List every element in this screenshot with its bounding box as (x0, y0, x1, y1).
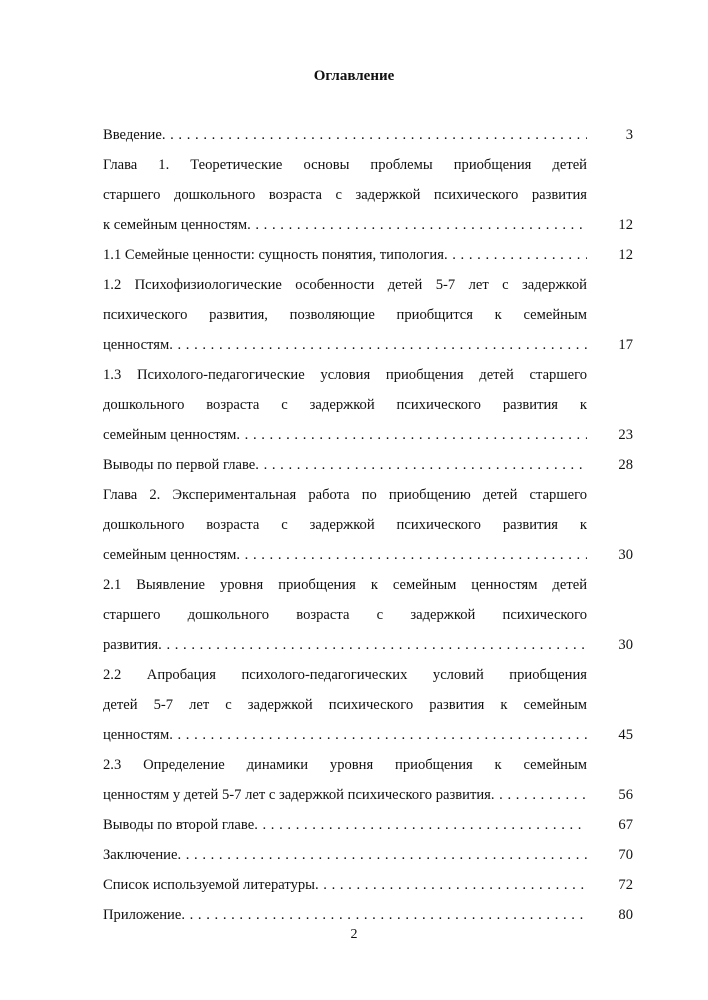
toc-entry-text (103, 360, 587, 450)
toc-entry (103, 810, 633, 840)
toc-entry-last-line (103, 870, 587, 900)
toc-page-cell (587, 570, 633, 660)
toc-page-number: 72 (618, 877, 633, 893)
dot-leader (255, 450, 587, 480)
toc-entry-line: 2.2 Апробация психолого-педагогических условий приобщения (103, 667, 587, 683)
toc-entry-line: 2.1 Выявление уровня приобщения к семейным ценностям детей (103, 577, 587, 593)
toc-page-cell (587, 480, 633, 570)
toc-entry-text (103, 840, 587, 870)
toc-page-cell (587, 150, 633, 240)
toc-entry-last-line (103, 210, 587, 240)
toc-page-number: 70 (618, 847, 633, 863)
toc-entry-text (103, 270, 587, 360)
toc-entry-last-line (103, 840, 587, 870)
toc-entry-line: Глава 2. Экспериментальная работа по приобщению детей старшего (103, 487, 587, 503)
toc-entry-line: ценностям (103, 337, 170, 353)
page-title: Оглавление (313, 68, 395, 84)
toc-entry-line: 2.3 Определение динамики уровня приобщения к семейным (103, 757, 587, 773)
toc-entry-line: семейным ценностям (103, 427, 237, 443)
toc-entry-last-line (103, 720, 587, 750)
dot-leader (169, 720, 587, 750)
toc-entry-line: 1.2 Психофизиологические особенности детей 5-7 лет с задержкой (103, 277, 587, 293)
toc-entry-text (103, 450, 587, 480)
toc-entry (103, 360, 633, 450)
toc-page-cell (587, 360, 633, 450)
toc-entry-line: развития (103, 637, 159, 653)
dot-leader (491, 780, 587, 810)
toc-entry-line: дошкольного возраста с задержкой психического развития к (103, 517, 587, 533)
dot-leader (236, 540, 587, 570)
toc-entry (103, 120, 633, 150)
toc-entry-text (103, 750, 587, 810)
toc-entry-text (103, 240, 587, 270)
toc-page-number: 30 (618, 547, 633, 563)
toc-entry-last-line (103, 420, 587, 450)
toc-entry (103, 660, 633, 750)
toc-entry (103, 870, 633, 900)
dot-leader (315, 870, 587, 900)
page-number: 2 (350, 927, 358, 942)
dot-leader (169, 330, 587, 360)
table-of-contents (103, 120, 633, 930)
toc-entry-line: 1.3 Психолого-педагогические условия приобщения детей старшего (103, 367, 587, 383)
toc-entry-last-line (103, 780, 587, 810)
toc-entry (103, 840, 633, 870)
toc-entry-last-line (103, 540, 587, 570)
toc-entry-line: детей 5-7 лет с задержкой психического развития к семейным (103, 697, 587, 713)
toc-entry (103, 750, 633, 810)
toc-entry-line: старшего дошкольного возраста с задержкой психического (103, 607, 587, 623)
toc-entry-line: семейным ценностям (103, 547, 237, 563)
toc-page-cell (587, 870, 633, 900)
toc-page-cell (587, 660, 633, 750)
toc-entry (103, 270, 633, 360)
toc-entry-text (103, 120, 587, 150)
toc-entry-line: Выводы по первой главе (103, 457, 256, 473)
toc-page-number: 56 (618, 787, 633, 803)
toc-entry-line: Введение (103, 127, 162, 143)
toc-page-number: 30 (618, 637, 633, 653)
dot-leader (162, 120, 587, 150)
toc-entry-line: ценностям у детей 5-7 лет с задержкой психического развития (103, 787, 491, 803)
toc-entry-line: Заключение (103, 847, 178, 863)
toc-entry-text (103, 810, 587, 840)
toc-page-number: 12 (618, 247, 633, 263)
toc-entry-line: ценностям (103, 727, 170, 743)
toc-page-number: 12 (618, 217, 633, 233)
toc-entry-last-line (103, 810, 587, 840)
toc-page-cell (587, 810, 633, 840)
toc-entry-line: Выводы по второй главе (103, 817, 255, 833)
toc-entry-line: Список используемой литературы (103, 877, 315, 893)
toc-entry-line: 1.1 Семейные ценности: сущность понятия, типология (103, 247, 444, 263)
toc-page-number: 3 (625, 127, 633, 143)
toc-page-number: 17 (618, 337, 633, 353)
dot-leader (247, 210, 587, 240)
toc-page-cell (587, 270, 633, 360)
toc-page-number: 28 (618, 457, 633, 473)
dot-leader (236, 420, 587, 450)
dot-leader (444, 240, 587, 270)
toc-entry-last-line (103, 240, 587, 270)
toc-entry-line: дошкольного возраста с задержкой психического развития к (103, 397, 587, 413)
toc-entry-text (103, 480, 587, 570)
toc-entry (103, 240, 633, 270)
dot-leader (158, 630, 587, 660)
toc-entry-text (103, 870, 587, 900)
toc-entry-text (103, 570, 587, 660)
toc-entry (103, 150, 633, 240)
toc-page-cell (587, 120, 633, 150)
toc-entry (103, 450, 633, 480)
toc-entry-last-line (103, 330, 587, 360)
toc-page-number: 23 (618, 427, 633, 443)
toc-page-cell (587, 840, 633, 870)
dot-leader (254, 810, 587, 840)
toc-entry-text (103, 660, 587, 750)
toc-entry-line: старшего дошкольного возраста с задержкой психического развития (103, 187, 587, 203)
toc-entry-line: Приложение (103, 907, 182, 923)
toc-page-number: 67 (618, 817, 633, 833)
toc-entry-last-line (103, 630, 587, 660)
toc-entry-last-line (103, 120, 587, 150)
toc-entry-line: Глава 1. Теоретические основы проблемы приобщения детей (103, 157, 587, 173)
toc-page-number: 45 (618, 727, 633, 743)
toc-entry-text (103, 150, 587, 240)
dot-leader (177, 840, 587, 870)
toc-entry-line: к семейным ценностям (103, 217, 248, 233)
toc-entry-line: психического развития, позволяющие приобщится к семейным (103, 307, 587, 323)
toc-page-cell (587, 750, 633, 810)
toc-page-cell (587, 240, 633, 270)
toc-page-number: 80 (618, 907, 633, 923)
toc-page-cell (587, 450, 633, 480)
toc-entry (103, 480, 633, 570)
toc-entry-last-line (103, 450, 587, 480)
toc-entry (103, 570, 633, 660)
